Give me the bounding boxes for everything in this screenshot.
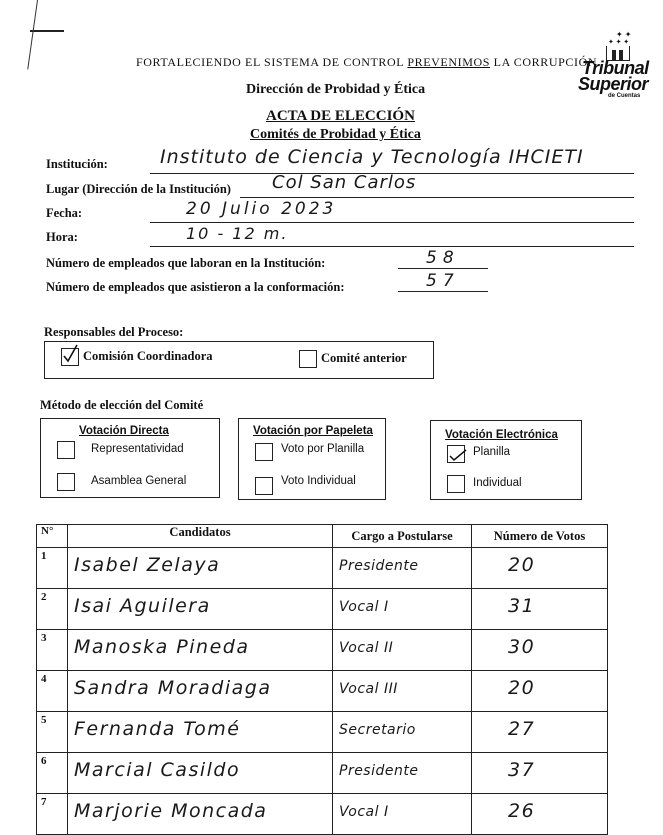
representatividad-checkbox[interactable] [57,441,75,459]
candidate-cargo: Vocal II [333,630,472,671]
department-title: Dirección de Probidad y Ética [246,82,426,97]
candidatos-table [36,524,608,835]
institucion-value: Instituto de Ciencia y Tecnología IHCIETI [160,146,584,168]
candidate-name: Marcial Casildo [68,753,333,794]
votacion-papeleta-box [238,418,386,500]
header-cargo: Cargo a Postularse [333,525,472,548]
document-subtitle: Comités de Probidad y Ética [250,127,421,142]
individual-label: Individual [473,477,522,489]
fecha-value: 20 Julio 2023 [186,199,337,219]
asamblea-general-label: Asamblea General [91,475,187,487]
votacion-papeleta-title: Votación por Papeleta [253,425,373,437]
table-row [37,548,608,589]
pen-mark [30,30,64,32]
candidate-cargo: Secretario [333,712,472,753]
votacion-directa-title: Votación Directa [79,425,169,437]
fecha-line [150,222,634,223]
responsables-heading: Responsables del Proceso: [44,325,184,339]
planilla-checkbox[interactable] [447,445,465,463]
asistentes-value: 57 [426,271,460,291]
comite-anterior-label: Comité anterior [321,351,407,365]
empleados-value: 58 [426,248,460,268]
votacion-directa-box [40,418,220,498]
candidate-name: Sandra Moradiaga [68,671,333,712]
candidate-votes: 27 [472,712,608,753]
candidate-votes: 26 [472,794,608,835]
asistentes-line [398,291,488,292]
candidate-cargo: Presidente [333,753,472,794]
checkmark-icon [446,446,468,462]
candidate-name: Fernanda Tomé [68,712,333,753]
candidate-cargo: Vocal III [333,671,472,712]
voto-planilla-checkbox[interactable] [255,443,273,461]
logo-line2: Superior [578,74,649,94]
candidate-votes: 37 [472,753,608,794]
tsc-logo [578,30,658,100]
planilla-label: Planilla [473,446,511,458]
hora-line [150,246,634,247]
candidate-name: Manoska Pineda [68,630,333,671]
star-icon: ✦ ✦ ✦ [608,38,630,46]
votacion-electronica-title: Votación Electrónica [445,429,558,441]
row-number: 5 [37,712,68,753]
row-number: 7 [37,794,68,835]
motto: FORTALECIENDO EL SISTEMA DE CONTROL PREVENIMOS LA CORRUPCIÓN [136,55,598,69]
candidate-name: Isabel Zelaya [68,548,333,589]
asamblea-general-checkbox[interactable] [57,473,75,491]
logo-line1: Tribunal [582,58,649,78]
row-number: 6 [37,753,68,794]
representatividad-label: Representatividad [91,443,184,455]
comision-checkbox[interactable] [61,348,79,366]
table-header-row [37,525,608,548]
header-numero: N° [37,525,68,548]
lugar-line [240,197,634,198]
hora-value: 10 - 12 m. [186,224,289,243]
candidate-votes: 20 [472,548,608,589]
candidate-cargo: Presidente [333,548,472,589]
hora-label: Hora: [46,230,78,244]
row-number: 4 [37,671,68,712]
row-number: 1 [37,548,68,589]
fecha-label: Fecha: [46,206,83,220]
table-row [37,753,608,794]
metodo-heading: Método de elección del Comité [40,398,204,412]
voto-individual-checkbox[interactable] [255,477,273,495]
table-row [37,589,608,630]
candidate-cargo: Vocal I [333,794,472,835]
table-row [37,630,608,671]
table-row [37,794,608,835]
lugar-label: Lugar (Dirección de la Institución) [46,182,231,196]
checkmark-icon [61,344,81,364]
voto-individual-label: Voto Individual [281,475,356,487]
candidate-votes: 20 [472,671,608,712]
candidate-name: Marjorie Moncada [68,794,333,835]
row-number: 2 [37,589,68,630]
document-title: ACTA DE ELECCIÓN [266,108,415,124]
empleados-label: Número de empleados que laboran en la Institución: [46,256,326,270]
asistentes-label: Número de empleados que asistieron a la conformación: [46,280,345,294]
pen-mark [27,0,38,69]
comision-label: Comisión Coordinadora [83,349,213,363]
lugar-value: Col San Carlos [272,172,417,193]
candidate-votes: 31 [472,589,608,630]
votacion-electronica-box [430,420,582,500]
star-icon: ✦ ✦ [616,30,632,39]
individual-checkbox[interactable] [447,475,465,493]
table-row [37,671,608,712]
header-candidatos: Candidatos [68,525,333,548]
voto-planilla-label: Voto por Planilla [281,443,365,455]
header-votos: Número de Votos [472,525,608,548]
comite-anterior-checkbox[interactable] [299,350,317,368]
candidate-votes: 30 [472,630,608,671]
table-row [37,712,608,753]
logo-line3: de Cuentas [608,93,641,99]
empleados-line [398,268,488,269]
responsables-box [44,341,434,379]
row-number: 3 [37,630,68,671]
candidate-cargo: Vocal I [333,589,472,630]
institucion-label: Institución: [46,157,108,171]
candidate-name: Isai Aguilera [68,589,333,630]
